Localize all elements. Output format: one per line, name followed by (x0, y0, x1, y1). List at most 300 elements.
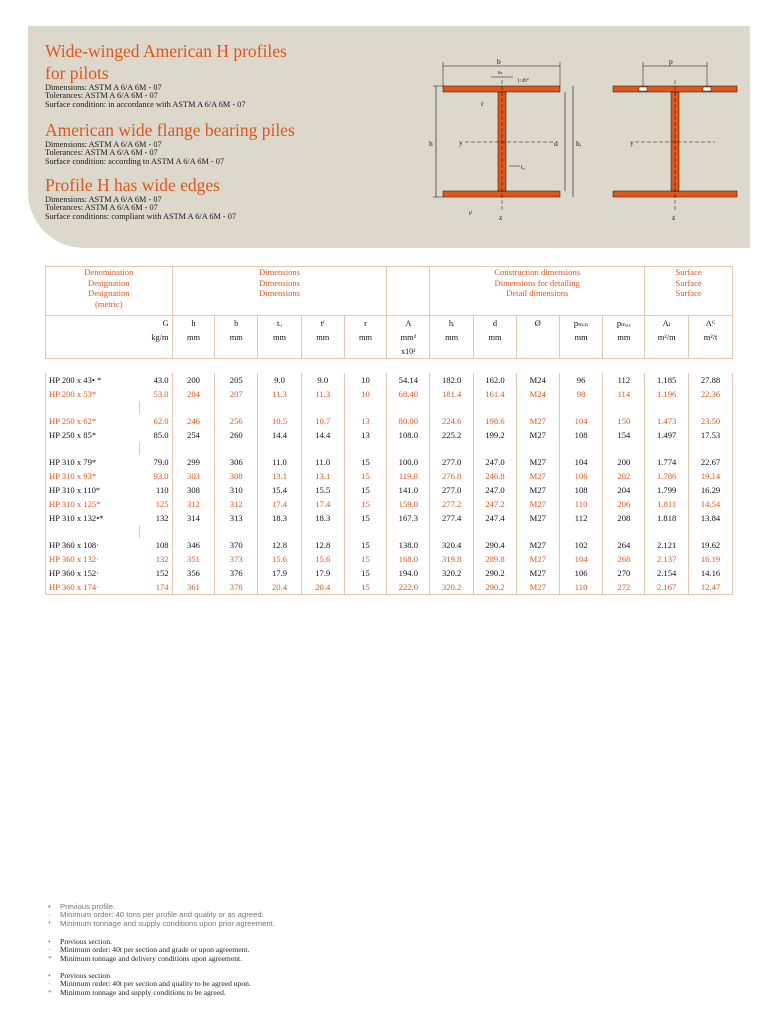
col-unit: m²/m (645, 330, 689, 344)
area-header-blank (387, 267, 430, 316)
value-cell: M27 (516, 566, 559, 580)
spec-dimensions: Dimensions: ASTM A 6/A 6M - 07 (45, 83, 162, 92)
section-bearing-piles (45, 119, 295, 166)
footnote-line (48, 920, 275, 928)
footnote-block (48, 903, 275, 928)
col-symbol: pₘₐₓ (603, 316, 645, 331)
section-pilots (45, 40, 287, 109)
value-cell: 13.1 (258, 469, 302, 483)
col-symbol: G (139, 316, 172, 331)
profile-name: HP 250 x 85* (46, 428, 140, 442)
value-cell: 14.54 (689, 497, 733, 511)
footnote-block (48, 938, 249, 963)
value-cell: 320.2 (430, 580, 474, 595)
value-cell: 308 (215, 469, 258, 483)
weight-cell: 85.0 (139, 428, 172, 442)
weight-cell: 53.0 (139, 387, 172, 401)
y-axis-label: y (630, 138, 634, 147)
footnote-mark: • (48, 971, 51, 980)
value-cell: 246 (172, 414, 215, 428)
value-cell: 202 (603, 469, 645, 483)
value-cell: 314 (172, 511, 215, 525)
table-row (46, 469, 733, 483)
table-row (46, 414, 733, 428)
value-cell: 289.8 (474, 552, 517, 566)
value-cell: 110 (559, 497, 603, 511)
value-cell: 104 (559, 414, 603, 428)
weight-cell: 79.0 (139, 455, 172, 469)
profile-name: HP 360 x 132· (46, 552, 140, 566)
value-cell: 13 (344, 414, 387, 428)
weight-cell: 152 (139, 566, 172, 580)
section-wide-edges (45, 174, 236, 221)
weight-cell: 132 (139, 511, 172, 525)
value-cell: M27 (516, 414, 559, 428)
value-cell: 182.0 (430, 373, 474, 387)
value-cell: 356 (172, 566, 215, 580)
table-row (46, 455, 733, 469)
symbol-row (46, 316, 733, 331)
value-cell: 15 (344, 469, 387, 483)
col-unit: mm² (387, 330, 430, 344)
value-cell: 277.0 (430, 455, 474, 469)
value-cell: 276.8 (430, 469, 474, 483)
value-cell: 80.00 (387, 414, 430, 428)
value-cell: M27 (516, 497, 559, 511)
value-cell: 13.1 (301, 469, 344, 483)
value-cell: 14.16 (689, 566, 733, 580)
value-cell: 224.6 (430, 414, 474, 428)
b-label: b (497, 57, 501, 66)
value-cell: 15 (344, 552, 387, 566)
table-row (46, 566, 733, 580)
col-unit: mm (344, 330, 387, 344)
value-cell: M27 (516, 483, 559, 497)
value-cell: 141.0 (387, 483, 430, 497)
value-cell: 108 (559, 428, 603, 442)
h-section-hole-diagram (613, 57, 737, 222)
value-cell: 246.8 (474, 469, 517, 483)
col-unit: m²/t (689, 330, 733, 344)
table-row (46, 373, 733, 387)
value-cell: 247.0 (474, 455, 517, 469)
value-cell: 290.2 (474, 580, 517, 595)
footnote-text: Previous profile. (60, 902, 116, 911)
spec-tolerances: Tolerances: ASTM A 6/A 6M - 07 (45, 91, 158, 101)
footnote-text: Minimum order: 40t per section and quality to be agreed upon. (60, 979, 251, 989)
profile-name: HP 360 x 152· (46, 566, 140, 580)
value-cell: M27 (516, 580, 559, 595)
value-cell: 18.3 (301, 511, 344, 525)
value-cell: 205 (215, 373, 258, 387)
value-cell: 310 (215, 483, 258, 497)
value-cell: 106 (559, 566, 603, 580)
value-cell: 204 (603, 483, 645, 497)
value-cell: 312 (215, 497, 258, 511)
col-unit: mm (172, 330, 215, 344)
table-row (46, 538, 733, 552)
table-row (46, 483, 733, 497)
unit-extra-row (46, 344, 733, 359)
col-unit: mm (258, 330, 302, 344)
value-cell: 18.3 (258, 511, 302, 525)
value-cell: 15.5 (301, 483, 344, 497)
col-unit: mm (215, 330, 258, 344)
value-cell: 1.497 (645, 428, 689, 442)
group-header-row (46, 267, 733, 316)
value-cell: 290.2 (474, 566, 517, 580)
value-cell: 254 (172, 428, 215, 442)
table-row (46, 387, 733, 401)
weight-cell: 108 (139, 538, 172, 552)
value-cell: 15 (344, 580, 387, 595)
footnote-mark: * (48, 953, 52, 963)
value-cell: 198.6 (474, 414, 517, 428)
value-cell: 1.774 (645, 455, 689, 469)
value-cell: 150 (603, 414, 645, 428)
value-cell: 14.4 (258, 428, 302, 442)
value-cell: 20.4 (301, 580, 344, 595)
footnote-line (48, 989, 251, 997)
value-cell: 22.67 (689, 455, 733, 469)
profile-name: HP 310 x 93* (46, 469, 140, 483)
unit-row (46, 330, 733, 344)
value-cell: M27 (516, 538, 559, 552)
value-cell: 19.62 (689, 538, 733, 552)
value-cell: 106 (559, 469, 603, 483)
value-cell: 2.167 (645, 580, 689, 595)
value-cell: 313 (215, 511, 258, 525)
value-cell: 247.0 (474, 483, 517, 497)
value-cell: 181.4 (430, 387, 474, 401)
profile-table (45, 266, 733, 595)
group-spacer (46, 525, 733, 538)
denomination-header: Denomination Designation Designation (metric) (46, 267, 173, 316)
weight-cell: 174 (139, 580, 172, 595)
value-cell: 15 (344, 497, 387, 511)
value-cell: 11.3 (301, 387, 344, 401)
value-cell: 194.0 (387, 566, 430, 580)
value-cell: 277.4 (430, 511, 474, 525)
value-cell: 162.0 (474, 373, 517, 387)
spec-dimensions: Dimensions: ASTM A 6/A 6M - 07 (45, 195, 162, 204)
value-cell: 1.811 (645, 497, 689, 511)
col-symbol: tᵤ (258, 316, 302, 331)
value-cell: 277.2 (430, 497, 474, 511)
value-cell: 15 (344, 566, 387, 580)
col-symbol: Aₗ (645, 316, 689, 331)
col-symbol: A (387, 316, 430, 331)
col-unit: mm (430, 330, 474, 344)
spec-surface: Surface conditions: compliant with ASTM A 6/A 6M - 07 (45, 211, 237, 221)
value-cell: 168.0 (387, 552, 430, 566)
profile-name: HP 310 x 110* (46, 483, 140, 497)
value-cell: 112 (559, 511, 603, 525)
footnote-mark: • (48, 937, 51, 946)
value-cell: 247.2 (474, 497, 517, 511)
value-cell: 2.121 (645, 538, 689, 552)
col-unit-multiplier: x10² (387, 344, 430, 359)
value-cell: 98 (559, 387, 603, 401)
footnote-mark: * (48, 987, 52, 997)
section-title: Profile H has wide edges (45, 175, 220, 195)
value-cell: 10.5 (258, 414, 302, 428)
value-cell: 225.2 (430, 428, 474, 442)
footnote-text: Previous section (60, 971, 110, 980)
value-cell: 306 (215, 455, 258, 469)
value-cell: M27 (516, 428, 559, 442)
tf-label: tᶠ (469, 210, 473, 217)
value-cell: 19.14 (689, 469, 733, 483)
value-cell: 2.154 (645, 566, 689, 580)
value-cell: 260 (215, 428, 258, 442)
value-cell: 1.786 (645, 469, 689, 483)
footnote-text: Minimum tonnage and supply conditions to be agreed. (60, 987, 226, 997)
d-label: d (554, 139, 558, 148)
value-cell: 161.4 (474, 387, 517, 401)
table-row (46, 511, 733, 525)
value-cell: 268 (603, 552, 645, 566)
value-cell: 110 (559, 580, 603, 595)
value-cell: 100.0 (387, 455, 430, 469)
footnote-mark: · (48, 945, 51, 955)
footnote-mark: · (48, 910, 51, 920)
value-cell: 208 (603, 511, 645, 525)
value-cell: 114 (603, 387, 645, 401)
value-cell: 112 (603, 373, 645, 387)
value-cell: 346 (172, 538, 215, 552)
col-symbol: hᵢ (430, 316, 474, 331)
value-cell: 247.4 (474, 511, 517, 525)
value-cell: 13 (344, 428, 387, 442)
weight-cell: 43.0 (139, 373, 172, 387)
h-section-diagram (429, 57, 582, 222)
col-symbol: d (474, 316, 517, 331)
value-cell: 9.0 (258, 373, 302, 387)
footnote-text: Minimum order: 40 tons per profile and quality or as agreed. (60, 910, 264, 920)
value-cell: 17.9 (301, 566, 344, 580)
value-cell: 12.47 (689, 580, 733, 595)
value-cell: 272 (603, 580, 645, 595)
weight-cell: 132 (139, 552, 172, 566)
footnote-text: Minimum tonnage and supply conditions upon prior agreement. (60, 918, 275, 928)
value-cell: 222.0 (387, 580, 430, 595)
profile-name: HP 310 x 132•* (46, 511, 140, 525)
value-cell: M27 (516, 511, 559, 525)
value-cell: 303 (172, 469, 215, 483)
value-cell: 104 (559, 552, 603, 566)
value-cell: 1.185 (645, 373, 689, 387)
h-profile-diagrams (425, 52, 745, 224)
profile-name: HP 310 x 79* (46, 455, 140, 469)
group-spacer (46, 401, 733, 414)
profile-name: HP 360 x 108· (46, 538, 140, 552)
value-cell: 17.9 (258, 566, 302, 580)
footnote-line (48, 955, 249, 963)
spec-tolerances: Tolerances: ASTM A 6/A 6M - 07 (45, 148, 158, 158)
value-cell: 108 (559, 483, 603, 497)
value-cell: M27 (516, 455, 559, 469)
tw-label: tᵤ (521, 165, 525, 171)
value-cell: 108.0 (387, 428, 430, 442)
profile-name: HP 360 x 174· (46, 580, 140, 595)
section-title: Wide-winged American H profiles for pilots (45, 41, 287, 83)
spec-surface: Surface condition: in accordance with ASTM A 6/A 6M - 07 (45, 99, 246, 109)
footnote-block (48, 972, 251, 997)
value-cell: 22.36 (689, 387, 733, 401)
value-cell: 17.53 (689, 428, 733, 442)
col-symbol: pₘᵢₙ (559, 316, 603, 331)
value-cell: 167.3 (387, 511, 430, 525)
value-cell: 15.6 (301, 552, 344, 566)
value-cell: 10 (344, 387, 387, 401)
p-label: p (669, 57, 673, 66)
spec-surface: Surface condition: according to ASTM A 6/A 6M - 07 (45, 156, 225, 166)
value-cell: 11.3 (258, 387, 302, 401)
value-cell: 27.88 (689, 373, 733, 387)
z-axis-label: z (499, 213, 503, 222)
value-cell: 16.19 (689, 552, 733, 566)
value-cell: 15.4 (258, 483, 302, 497)
col-symbol: b (215, 316, 258, 331)
value-cell: 319.8 (430, 552, 474, 566)
col-symbol: h (172, 316, 215, 331)
value-cell: 376 (215, 566, 258, 580)
surface-header: Surface Surface Surface (645, 267, 733, 316)
construction-header: Construction dimensions Dimensions for detailing Detail dimensions (430, 267, 645, 316)
value-cell: 17.4 (258, 497, 302, 511)
value-cell: 373 (215, 552, 258, 566)
value-cell: 9.0 (301, 373, 344, 387)
value-cell: 200 (172, 373, 215, 387)
footnote-text: Previous section. (60, 937, 112, 946)
angle-label: 1:49° (517, 78, 529, 84)
value-cell: 10 (344, 373, 387, 387)
value-cell: 154 (603, 428, 645, 442)
value-cell: 264 (603, 538, 645, 552)
value-cell: 1.473 (645, 414, 689, 428)
spec-tolerances: Tolerances: ASTM A 6/A 6M - 07 (45, 203, 158, 213)
table-row (46, 580, 733, 595)
value-cell: 16.29 (689, 483, 733, 497)
profile-name: HP 200 x 43• * (46, 373, 140, 387)
value-cell: 15 (344, 483, 387, 497)
hi-label: hᵢ (576, 139, 581, 148)
weight-cell: 93.0 (139, 469, 172, 483)
h-label: h (429, 139, 433, 148)
value-cell: 351 (172, 552, 215, 566)
value-cell: 1.818 (645, 511, 689, 525)
value-cell: 200 (603, 455, 645, 469)
value-cell: 138.0 (387, 538, 430, 552)
value-cell: 378 (215, 580, 258, 595)
footnote-mark: • (48, 902, 51, 911)
value-cell: 299 (172, 455, 215, 469)
value-cell: 119.0 (387, 469, 430, 483)
value-cell: 320.4 (430, 538, 474, 552)
col-unit: mm (474, 330, 517, 344)
y-axis-label: y (459, 138, 463, 147)
value-cell: 256 (215, 414, 258, 428)
group-spacer (46, 442, 733, 455)
value-cell: 1.799 (645, 483, 689, 497)
profile-name: HP 310 x 125* (46, 497, 140, 511)
value-cell: 320.2 (430, 566, 474, 580)
value-cell: 370 (215, 538, 258, 552)
table-row (46, 552, 733, 566)
value-cell: 361 (172, 580, 215, 595)
value-cell: 1.196 (645, 387, 689, 401)
value-cell: 270 (603, 566, 645, 580)
value-cell: 207 (215, 387, 258, 401)
value-cell: 312 (172, 497, 215, 511)
value-cell: 10.7 (301, 414, 344, 428)
weight-cell: 110 (139, 483, 172, 497)
footnote-mark: * (48, 918, 51, 928)
col-symbol: r (344, 316, 387, 331)
col-symbol: Aᴳ (689, 316, 733, 331)
value-cell: 11.0 (301, 455, 344, 469)
value-cell: 68.40 (387, 387, 430, 401)
value-cell: 20.4 (258, 580, 302, 595)
profile-name: HP 200 x 53* (46, 387, 140, 401)
value-cell: 15 (344, 455, 387, 469)
weight-cell: 62.0 (139, 414, 172, 428)
col-unit: mm (301, 330, 344, 344)
value-cell: M24 (516, 387, 559, 401)
table-row (46, 428, 733, 442)
profile-name: HP 250 x 62* (46, 414, 140, 428)
value-cell: 12.8 (258, 538, 302, 552)
footnote-text: Minimum order: 40t per section and grade or upon agreement. (60, 945, 250, 955)
value-cell: 277.0 (430, 483, 474, 497)
col-symbol: Ø (516, 316, 559, 331)
value-cell: 308 (172, 483, 215, 497)
value-cell: 2.137 (645, 552, 689, 566)
value-cell: 17.4 (301, 497, 344, 511)
value-cell: 102 (559, 538, 603, 552)
col-symbol: tᶠ (301, 316, 344, 331)
weight-cell: 125 (139, 497, 172, 511)
table-row (46, 497, 733, 511)
profile-table-body (46, 373, 733, 595)
value-cell: M27 (516, 469, 559, 483)
value-cell: 104 (559, 455, 603, 469)
col-unit: kg/m (139, 330, 172, 344)
r-label: r (481, 99, 484, 108)
value-cell: 11.0 (258, 455, 302, 469)
value-cell: 199.2 (474, 428, 517, 442)
col-unit: mm (559, 330, 603, 344)
value-cell: 15 (344, 538, 387, 552)
value-cell: M27 (516, 552, 559, 566)
value-cell: 13.84 (689, 511, 733, 525)
value-cell: 15.6 (258, 552, 302, 566)
value-cell: 14.4 (301, 428, 344, 442)
value-cell: M24 (516, 373, 559, 387)
spec-dimensions: Dimensions: ASTM A 6/A 6M - 07 (45, 140, 162, 149)
footnote-mark: · (48, 979, 51, 989)
dimensions-header: Dimensions Dimensions Dimensions (172, 267, 387, 316)
value-cell: 159.0 (387, 497, 430, 511)
col-unit (516, 330, 559, 344)
value-cell: 23.50 (689, 414, 733, 428)
footnote-text: Minimum tonnage and delivery conditions upon agreement. (60, 953, 242, 963)
value-cell: 15 (344, 511, 387, 525)
section-title: American wide flange bearing piles (45, 120, 295, 140)
z-axis-label: z (672, 213, 676, 222)
value-cell: 54.14 (387, 373, 430, 387)
